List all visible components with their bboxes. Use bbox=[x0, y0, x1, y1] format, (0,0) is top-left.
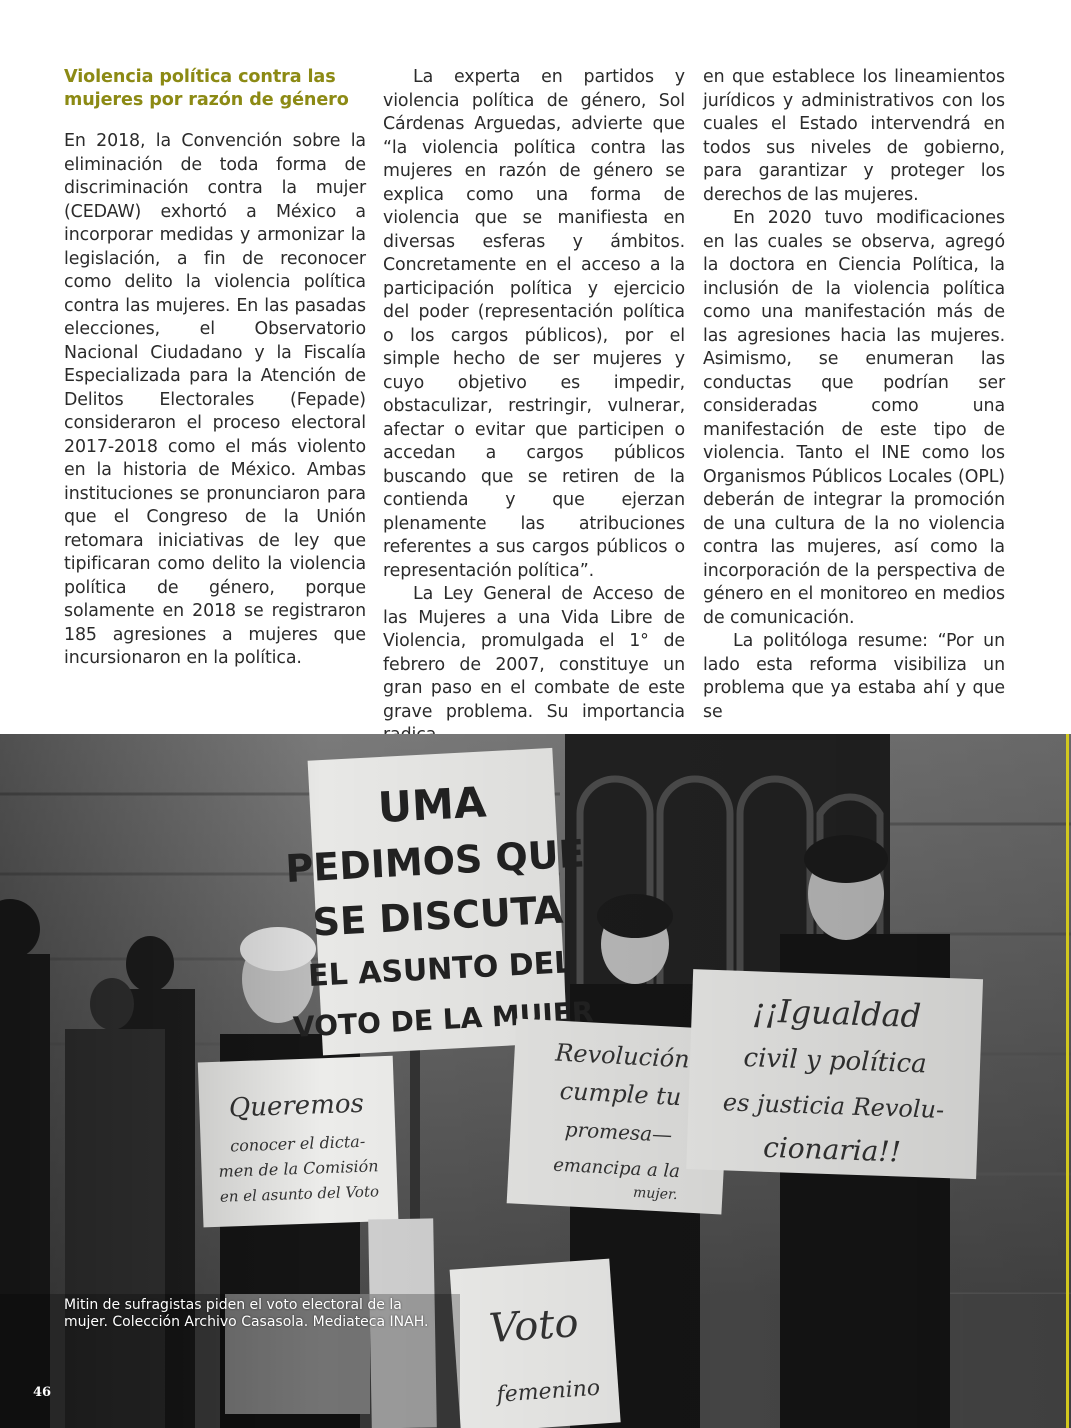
photo-caption: Mitin de sufragistas piden el voto electoral de la mujer. Colección Archivo Casasola. Mediateca INAH. bbox=[64, 1297, 429, 1330]
article-column-1 bbox=[64, 66, 366, 671]
accent-line bbox=[1066, 734, 1069, 1428]
paragraph-3: La Ley General de Acceso de las Mujeres a una Vida Libre de Violencia, promulgada el 1° de febrero de 2007, constituye un gran paso en el combate de este grave problema. Su importancia bbox=[383, 584, 685, 722]
paragraph-2: La experta en partidos y violencia política de género, Sol Cárdenas Arguedas, advierte que “la violencia política contra las mujeres en razón de género se explica como una forma de violencia que se manifiesta en diversas esferas y ámbitos. Concretamente en el acceso a la participación política y ejercicio del poder (representación política o los cargos públicos), por el simple hecho de ser mujeres y cuyo objetivo es impedir, obstaculizar, restringir, vulnerar, afectar o evitar que participen o accedan a cargos públicos buscando que se retiren de la contienda y que ejerzan plenamente las atribuciones referentes a sus cargos públicos o representación política”. bbox=[383, 67, 685, 581]
paragraph-1: En 2018, la Convención sobre la eliminación de toda forma de discriminación contra la mujer (CEDAW) exhortó a México a incorporar medidas y armonizar la legislación, a fin de reconocer como delito la violencia política contra las mujeres. En las pasadas elecciones, el Observatorio Nacional Ciudadano y la Fiscalía Especializada para la Atención de Delitos Electorales (Fepade) consideraron el proceso electoral 2017-2018 como el más violento en la historia de México. Ambas instituciones se pronunciaron para que el Congreso de la Unión retomara iniciativas de ley que tipificaran como delito la violencia política de género, porque solamente en 2018 se registraron 185 agresiones a mujeres que incursionaron en la política. bbox=[64, 131, 366, 668]
article-column-3 bbox=[703, 66, 1005, 724]
paragraph-3-continued: en que establece los lineamientos jurídicos y administrativos con los cuales el Estado intervendrá en todos sus niveles de gobierno, para garantizar y proteger los derechos de las mujeres. bbox=[703, 67, 1005, 205]
paragraph-4: En 2020 tuvo modificaciones en las cuales se observa, agregó la doctora en Ciencia Política, la inclusión de la violencia política como una manifestación más de las agresiones hacia las mujeres. Asimismo, se enumeran las conductas que podrían ser consideradas como una manifestación de este tipo de violencia. Tanto el INE como los Organismos Públicos Locales (OPL) deberán de integrar la promoción de una cultura de la no violencia contra las mujeres, así como la incorporación de la perspectiva de género en el monitoreo en medios de comunicación. bbox=[703, 208, 1005, 628]
page-number: 46 bbox=[33, 1385, 52, 1400]
section-heading: Violencia política contra las mujeres por razón de género bbox=[64, 67, 349, 110]
article-column-2 bbox=[383, 66, 685, 748]
paragraph-5: La politóloga resume: “Por un lado esta reforma visibiliza un problema que ya estaba ahí y que se bbox=[703, 631, 1005, 722]
